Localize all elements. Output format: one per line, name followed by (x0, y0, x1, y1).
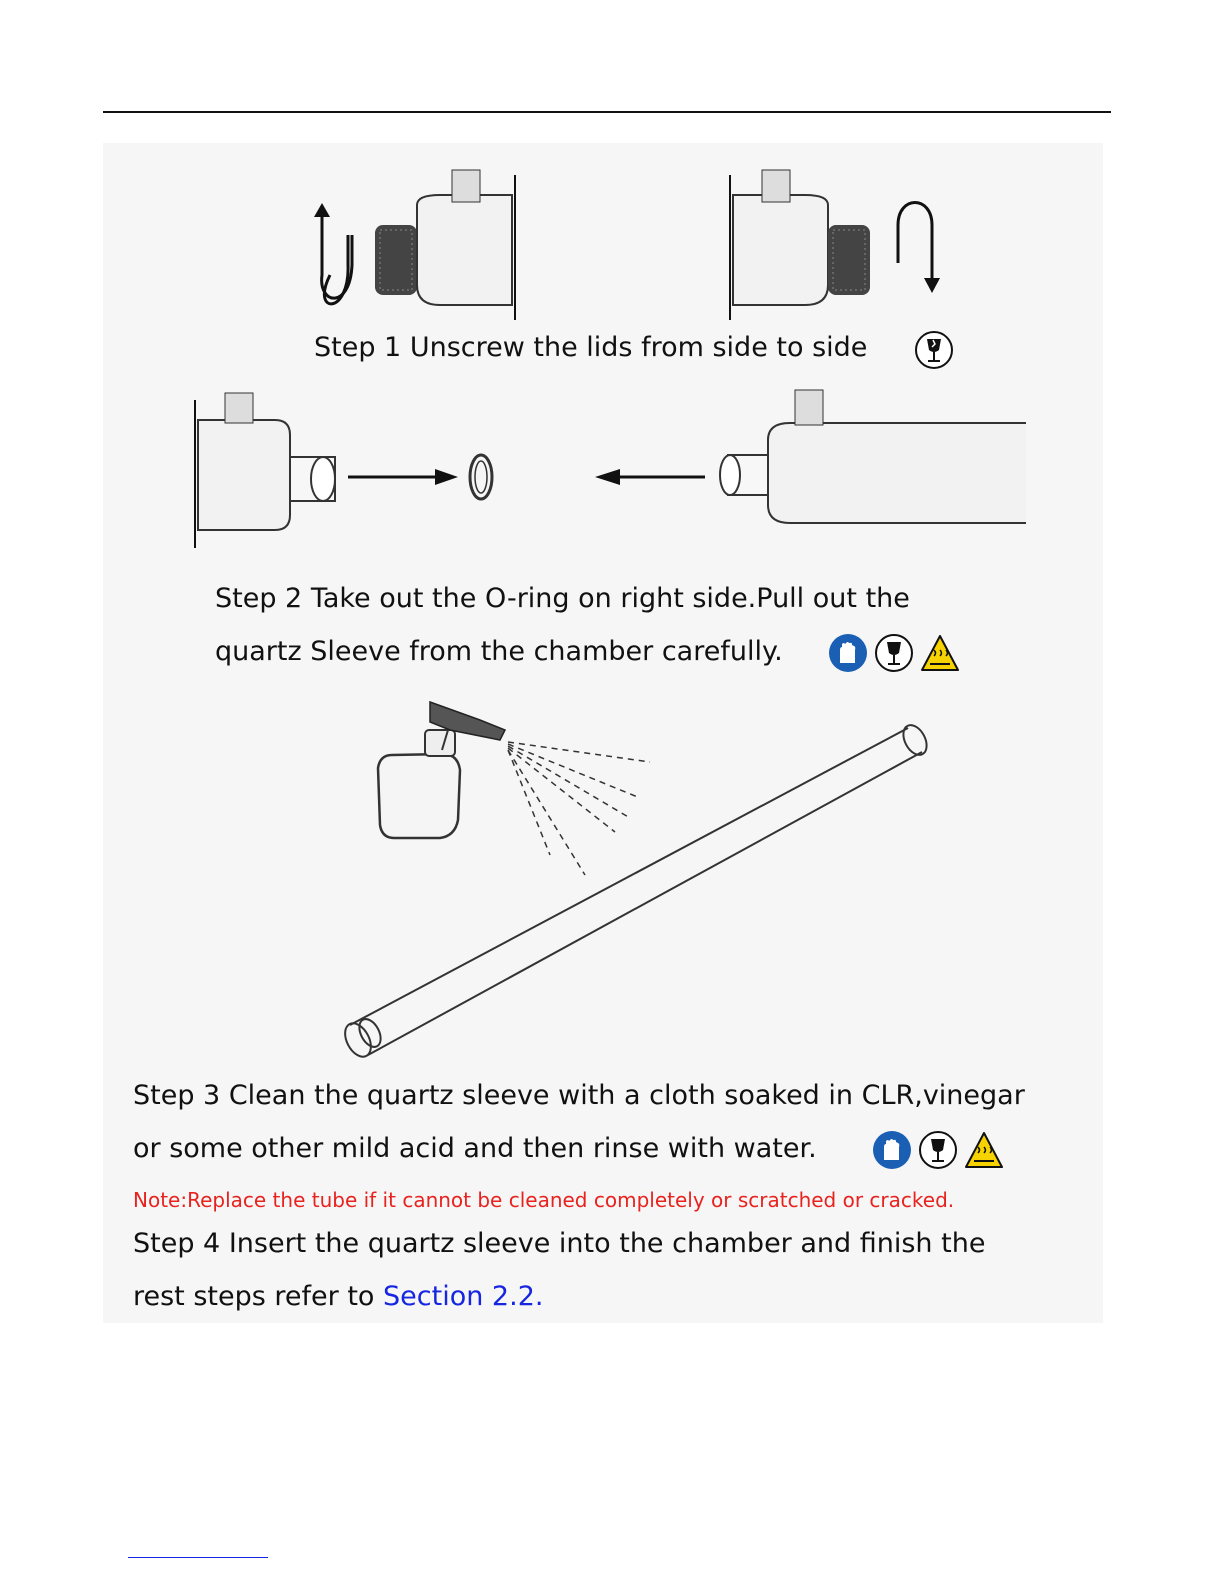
rotate-arrow-right-icon (898, 203, 932, 281)
fragile-icon (914, 330, 954, 370)
note-text: Note:Replace the tube if it cannot be cleaned completely or scratched or cracked. (133, 1188, 955, 1212)
gloves-icon (828, 633, 868, 673)
hot-surface-icon (964, 1131, 1004, 1169)
section-link[interactable]: Section 2.2. (383, 1281, 544, 1312)
step1-icons (914, 330, 954, 370)
step3-illustration (330, 690, 950, 1070)
step3-text-line1: Step 3 Clean the quartz sleeve with a cloth soaked in CLR,vinegar (133, 1080, 1025, 1111)
fragile-icon (918, 1130, 958, 1170)
fragile-icon (874, 633, 914, 673)
step1-illustration (290, 165, 970, 330)
step2-illustration (190, 385, 1030, 555)
footer-link-underline (128, 1557, 268, 1558)
step2-text-line1: Step 2 Take out the O-ring on right side.Pull out the (215, 583, 910, 614)
spray-mist (508, 742, 650, 875)
step3-text-line2: or some other mild acid and then rinse with water. (133, 1133, 817, 1164)
step1-text: Step 1 Unscrew the lids from side to side (314, 332, 868, 363)
step2-icons (828, 633, 960, 673)
step2-text-line2: quartz Sleeve from the chamber carefully. (215, 636, 783, 667)
step3-icons (872, 1130, 1004, 1170)
hot-surface-icon (920, 634, 960, 672)
header-rule (103, 111, 1111, 113)
spray-bottle-icon (378, 702, 505, 838)
step4-prefix: rest steps refer to (133, 1281, 375, 1312)
gloves-icon (872, 1130, 912, 1170)
step4-text-line1: Step 4 Insert the quartz sleeve into the chamber and finish the (133, 1228, 986, 1259)
step4-text-line2 (133, 1281, 543, 1312)
